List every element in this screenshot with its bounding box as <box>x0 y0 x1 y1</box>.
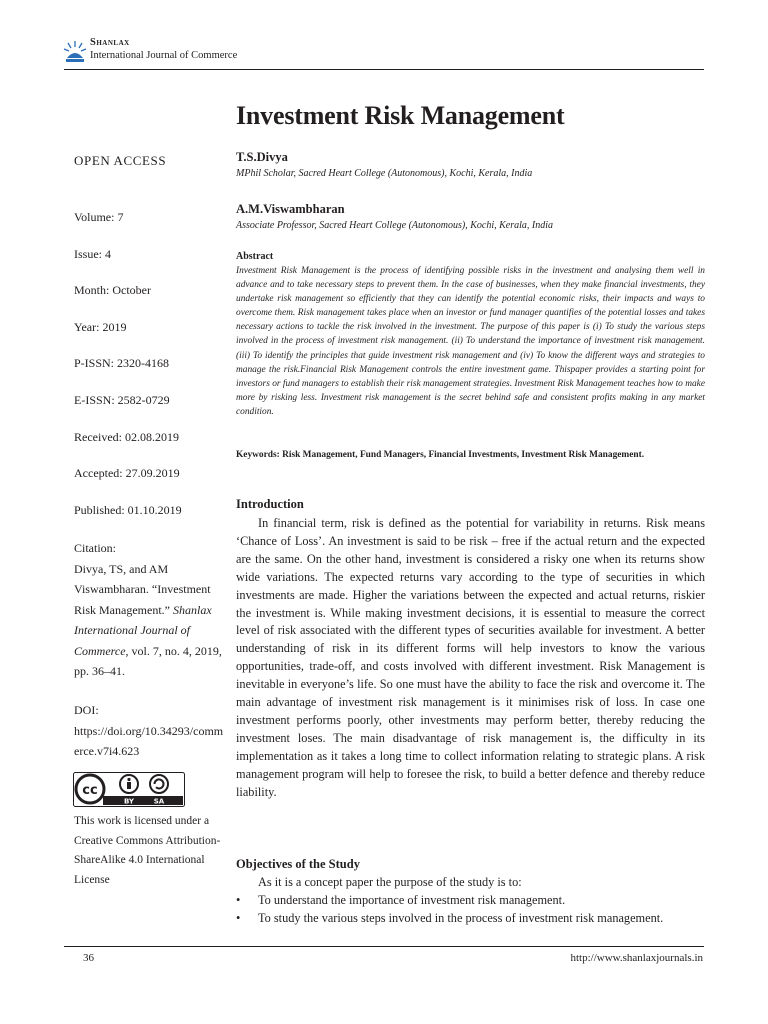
author-name-2: A.M.Viswambharan <box>236 202 345 216</box>
citation-label: Citation: <box>74 541 116 555</box>
author-name-1: T.S.Divya <box>236 150 288 164</box>
meta-year: Year: 2019 <box>74 320 127 334</box>
article-title: Investment Risk Management <box>236 101 565 130</box>
list-item: • To understand the importance of investment risk management. <box>236 892 705 910</box>
meta-issue: Issue: 4 <box>74 247 111 261</box>
abstract-text: Investment Risk Management is the process of identifying possible risks in the investment and analysing them well in advance and to take necessary steps to prevent them. In the case of businesses, when they make financial investments, they undertake risk management so efficiently that they can identify the potential economic risks, their impacts and ways to overcome them. Risk management takes place when an investor or fund manager quantifies of the potential losses and takes necessary actions to tackle the risk involved in the investment. The purpose of this paper is (i) To study the various steps involved in the process of investment risk management. (ii) To understand the importance of investment risk management. (iii) To identify the principles that guide investment risk management and (iv) To know the different ways and strategies to manage the risk.Financial Risk Management controls the entire investment game. Thispaper provides a starting point for investors or fund managers to establish their risk management strategies. Investment Risk Management teaches how to make more by risking less. Investment risk management is the secret behind safe and consistent profits making in any market condition. <box>236 266 705 417</box>
introduction-paragraph: In financial term, risk is defined as the potential for variability in returns. Risk means ‘Chance of Loss’. An investment is said to be risk – free if the actual return and the expected are the same. On the other hand, investment is considered a risky one when its returns show wide variations. The expected returns vary according to the type of securities in which investments are made. Higher the variations between the expected and actual returns, riskier the investment is. While making investment decisions, it is essential to measure the correct level of risk associated with the different types of securities available for investment. A better understanding of risk in its different forms will help investors to know the various opportunities, trade-off, and costs involved with different investment. Risk Management is inevitable in everyone’s life. So one must have the ability to face the risk and overcome it. The main advantage of investment risk management is it minimises risk of loss. In case one investment performs poorly, other investments may perform better, thereby reducing the investment loses. The main disadvantage of risk management is, the difficulty in its implementation as it takes a long time to collect information relating to strategic plans. A risk management program will help to foresee the risk, to build a better defence and thereby reduce liability. <box>236 516 705 799</box>
author-affiliation-2: Associate Professor, Sacred Heart College (Autonomous), Kochi, Kerala, India <box>236 220 554 231</box>
meta-accepted: Accepted: 27.09.2019 <box>74 466 180 480</box>
keywords: Keywords: Risk Management, Fund Managers, Financial Investments, Investment Risk Management. <box>236 450 645 460</box>
open-access-label: OPEN ACCESS <box>74 153 167 168</box>
meta-received: Received: 02.08.2019 <box>74 430 179 444</box>
page-number: 36 <box>83 952 94 964</box>
citation-text: Divya, TS, and AM Viswambharan. “Investment Risk Management.” Shanlax International Journal of Commerce, vol. 7, no. 4, 2019, pp. 36–41. <box>74 561 222 678</box>
journal-name: International Journal of Commerce <box>90 50 238 61</box>
shanlax-logo-icon <box>62 38 88 66</box>
journal-url-link[interactable]: http://www.shanlaxjournals.in <box>570 952 703 964</box>
publisher-brand: Shanlax <box>90 37 130 48</box>
author-affiliation-1: MPhil Scholar, Sacred Heart College (Autonomous), Kochi, Kerala, India <box>236 168 533 179</box>
citation-block <box>74 538 224 682</box>
bullet-icon: • <box>236 910 241 925</box>
introduction-heading: Introduction <box>236 497 304 511</box>
header-divider <box>64 69 704 70</box>
cc-by-label: BY <box>123 797 135 806</box>
objectives-list <box>236 892 705 928</box>
footer-divider <box>64 946 704 947</box>
introduction-text <box>236 515 705 802</box>
bullet-icon: • <box>236 893 241 907</box>
meta-pissn: P-ISSN: 2320-4168 <box>74 356 170 370</box>
svg-text:cc: cc <box>82 783 98 798</box>
doi-link[interactable]: https://doi.org/10.34293/commerce.v7i4.623 <box>74 723 224 758</box>
meta-volume: Volume: 7 <box>74 210 124 224</box>
abstract-heading: Abstract <box>236 251 274 262</box>
meta-published: Published: 01.10.2019 <box>74 503 182 517</box>
meta-eissn: E-ISSN: 2582-0729 <box>74 393 170 407</box>
objectives-heading: Objectives of the Study <box>236 857 360 871</box>
cc-sa-label: SA <box>153 797 165 806</box>
license-text: This work is licensed under a Creative Commons Attribution-ShareAlike 4.0 International License <box>74 815 221 886</box>
doi-label: DOI: <box>74 703 99 717</box>
objectives-intro: As it is a concept paper the purpose of the study is to: <box>258 875 522 889</box>
cc-by-sa-license-icon[interactable] <box>73 772 185 807</box>
doi-block <box>74 700 224 762</box>
meta-month: Month: October <box>74 283 151 297</box>
list-item: • To study the various steps involved in the process of investment risk management. <box>236 910 705 928</box>
